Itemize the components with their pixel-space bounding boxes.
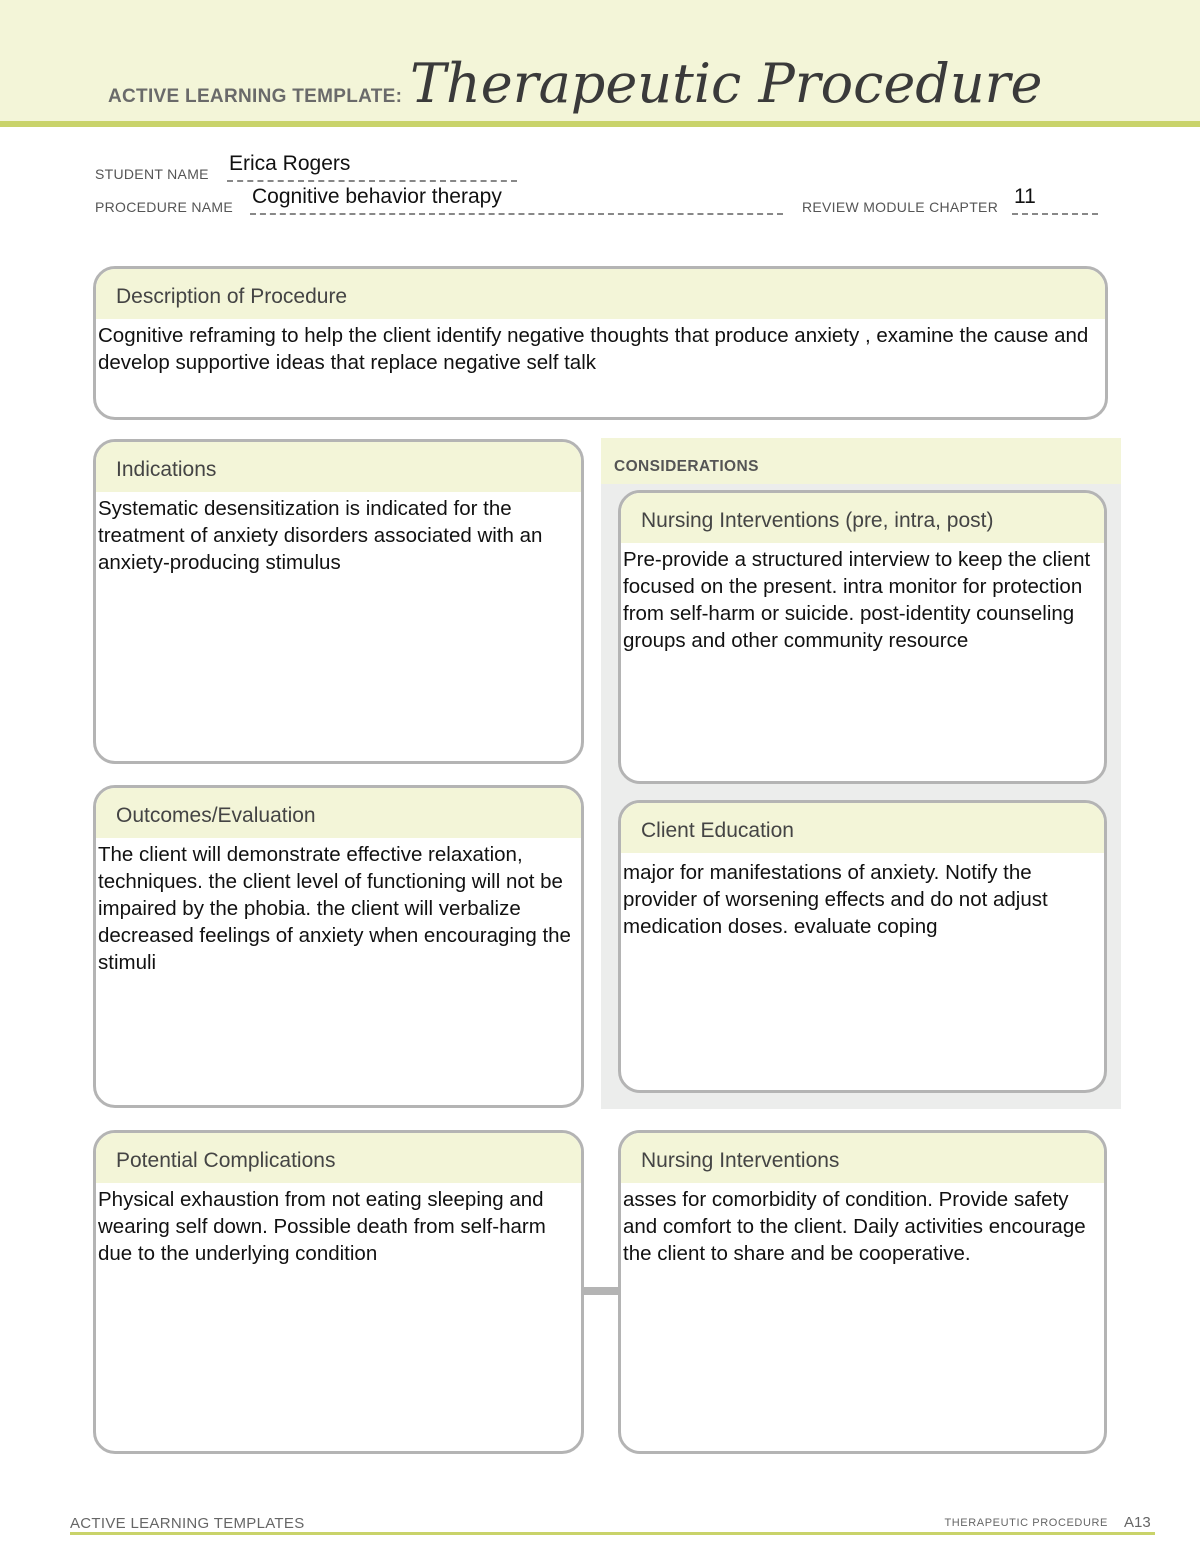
client-education-text[interactable]: major for manifestations of anxiety. Notify the provider of worsening effects and do not adjust medication doses. evaluate coping (623, 861, 1048, 938)
outcomes-text[interactable]: The client will demonstrate effective relaxation, techniques. the client level of functioning will not be impaired by the phobia. the client will verbalize decreased feelings of anxiety when encouraging the stimuli (98, 843, 571, 974)
footer-right: THERAPEUTIC PROCEDURE (944, 1517, 1108, 1529)
description-text[interactable]: Cognitive reframing to help the client identify negative thoughts that produce anxiety , examine the cause and develop supportive ideas that replace negative self talk (98, 324, 1089, 374)
procedure-name-line (250, 213, 783, 215)
nursing-interventions-ppp-text[interactable]: Pre-provide a structured interview to keep the client focused on the present. intra monitor for protection from self-harm or suicide. post-identity counseling groups and other community resource (623, 548, 1091, 652)
page-title: Therapeutic Procedure (410, 52, 1043, 115)
client-education-title: Client Education (621, 803, 1104, 853)
nursing-interventions-ppp-box (618, 490, 1107, 784)
outcomes-box (93, 785, 584, 1108)
nursing-interventions-title: Nursing Interventions (621, 1133, 1104, 1183)
footer-left: ACTIVE LEARNING TEMPLATES (70, 1515, 305, 1532)
student-name-field[interactable]: Erica Rogers (229, 152, 351, 175)
review-module-field[interactable]: 11 (1014, 185, 1036, 208)
complications-title: Potential Complications (96, 1133, 581, 1183)
complications-text[interactable]: Physical exhaustion from not eating sleeping and wearing self down. Possible death from self-harm due to the underlying condition (98, 1188, 546, 1265)
nursing-interventions-ppp-title: Nursing Interventions (pre, intra, post) (621, 493, 1104, 543)
client-education-box (618, 800, 1107, 1093)
review-module-label: REVIEW MODULE CHAPTER (802, 199, 999, 215)
considerations-label: CONSIDERATIONS (614, 458, 759, 475)
procedure-name-label: PROCEDURE NAME (95, 199, 233, 215)
review-module-line (1012, 213, 1098, 215)
nursing-interventions-box (618, 1130, 1107, 1454)
header-rule (0, 121, 1200, 127)
complications-box (93, 1130, 584, 1454)
student-name-label: STUDENT NAME (95, 166, 209, 182)
indications-text[interactable]: Systematic desensitization is indicated for the treatment of anxiety disorders associated with an anxiety-producing stimulus (98, 497, 543, 574)
indications-box (93, 439, 584, 764)
indications-title: Indications (96, 442, 581, 492)
footer-page-number: A13 (1124, 1514, 1151, 1531)
description-title: Description of Procedure (96, 269, 1105, 319)
description-box (93, 266, 1108, 420)
box-connector (584, 1287, 620, 1295)
footer-rule (70, 1532, 1155, 1535)
outcomes-title: Outcomes/Evaluation (96, 788, 581, 838)
nursing-interventions-text[interactable]: asses for comorbidity of condition. Provide safety and comfort to the client. Daily activities encourage the client to share and be cooperative. (623, 1188, 1086, 1265)
procedure-name-field[interactable]: Cognitive behavior therapy (252, 185, 502, 208)
student-name-line (227, 180, 517, 182)
template-label: ACTIVE LEARNING TEMPLATE: (108, 86, 403, 107)
